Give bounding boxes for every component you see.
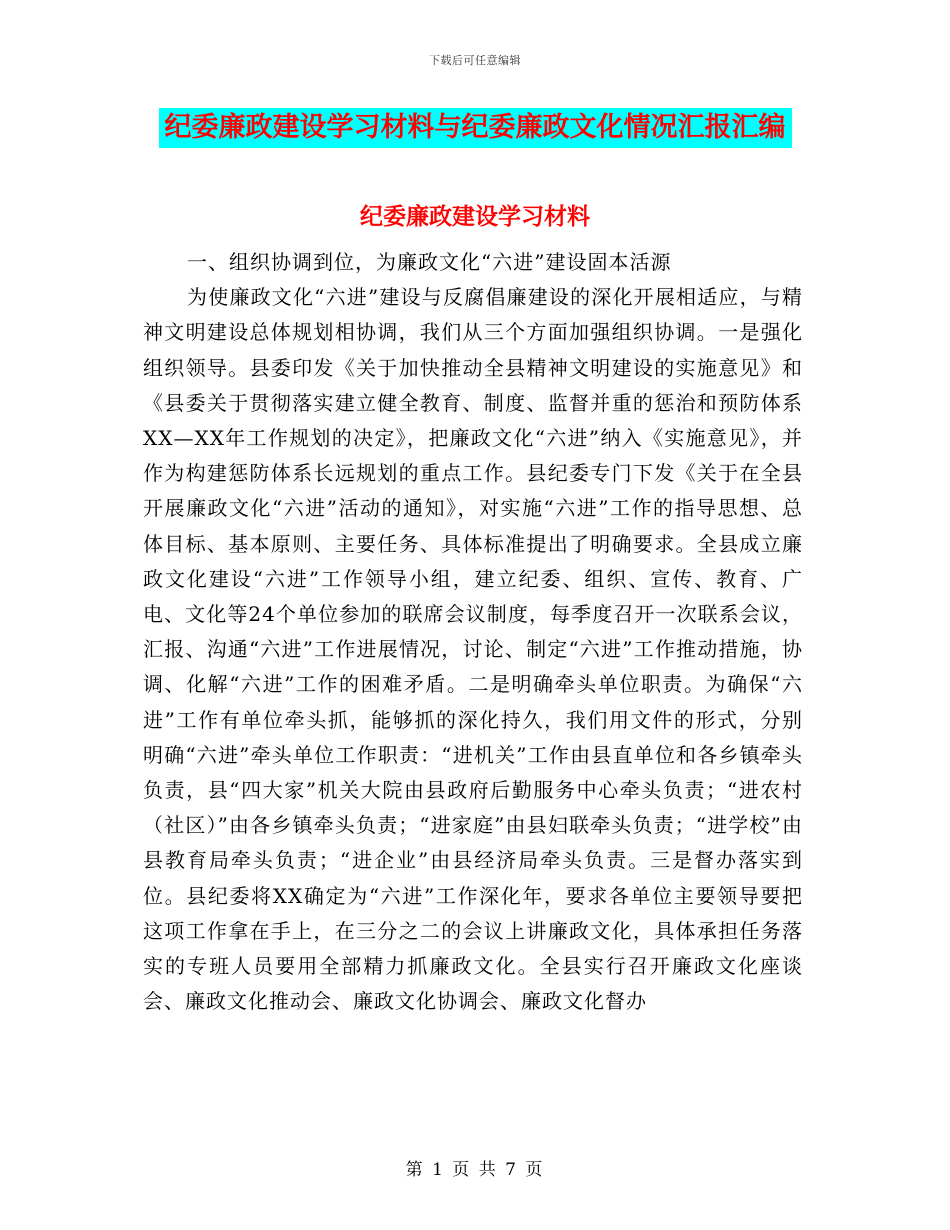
body-paragraph: 为使廉政文化“六进”建设与反腐倡廉建设的深化开展相适应，与精神文明建设总体规划相协调，我们从三个方面加强组织协调。一是强化组织领导。县委印发《关于加快推动全县精神文明建设的实施意见》和《县委关于贯彻落实建立健全教育、制度、监督并重的惩治和预防体系XX—XX年工作规划的决定》，把廉政文化“六进”纳入《实施意见》，并作为构建惩防体系长远规划的重点工作。县纪委专门下发《关于在全县开展廉政文化“六进”活动的通知》，对实施“六进”工作的指导思想、总体目标、基本原则、主要任务、具体标准提出了明确要求。全县成立廉政文化建设“六进”工作领导小组，建立纪委、组织、宣传、教育、广电、文化等24个单位参加的联席会议制度，每季度召开一次联系会议，汇报、沟通“六进”工作进展情况，讨论、制定“六进”工作推动措施，协调、化解“六进”工作的困难矛盾。二是明确牵头单位职责。为确保“六进”工作有单位牵头抓，能够抓的深化持久，我们用文件的形式，分别明确“六进”牵头单位工作职责：“进机关”工作由县直单位和各乡镇牵头负责，县“四大家”机关大院由县政府后勤服务中心牵头负责；“进农村（社区）”由各乡镇牵头负责；“进家庭”由县妇联牵头负责；“进学校”由县教育局牵头负责；“进企业”由县经济局牵头负责。三是督办落实到位。县纪委将XX确定为“六进”工作深化年，要求各单位主要领导要把这项工作拿在手上，在三分之二的会议上讲廉政文化，具体承担任务落实的专班人员要用全部精力抓廉政文化。全县实行召开廉政文化座谈会、廉政文化推动会、廉政文化协调会、廉政文化督办 [143,285,803,1014]
section-heading: 一、组织协调到位，为廉政文化“六进”建设固本活源 [187,250,672,274]
main-title: 纪委廉政建设学习材料与纪委廉政文化情况汇报汇编 [159,108,792,148]
document-body [143,245,803,1019]
main-title-container [0,108,950,148]
page-header: 下载后可任意编辑 [429,54,521,67]
sub-title: 纪委廉政建设学习材料 [360,204,590,230]
page-number: 第 1 页 共 7 页 [405,1160,545,1180]
